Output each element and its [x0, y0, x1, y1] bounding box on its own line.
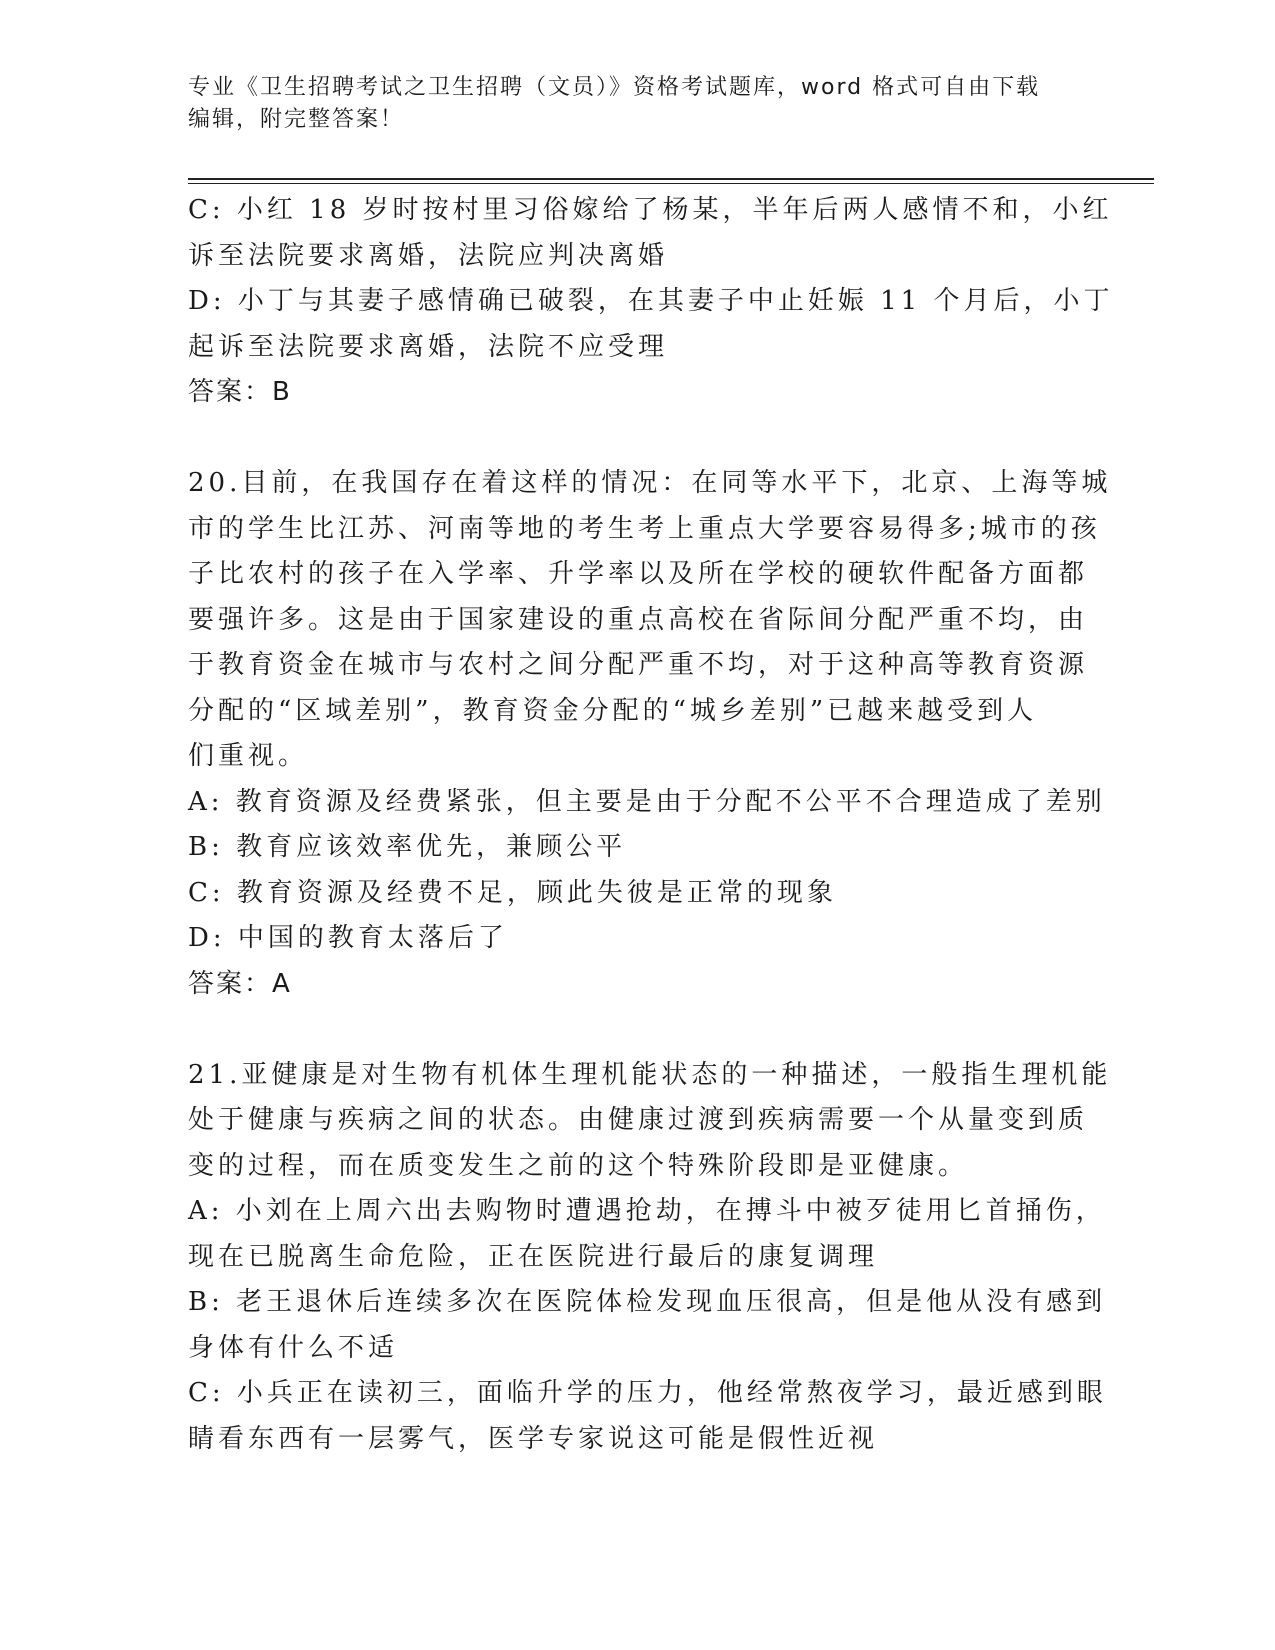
option-c: C: 教育资源及经费不足，顾此失彼是正常的现象 — [188, 877, 837, 908]
option-b: B: 教育应该效率优先，兼顾公平 — [188, 832, 627, 862]
question-21 — [188, 1053, 1112, 1463]
question-19-tail — [188, 188, 1114, 416]
answer-label: 答案：A — [188, 968, 292, 999]
answer-label: 答案：B — [188, 377, 292, 407]
question-stem-line: 子比农村的孩子在入学率、升学率以及所在学校的硬软件配备方面都 — [188, 559, 1089, 589]
question-stem-line: 市的学生比江苏、河南等地的考生考上重点大学要容易得多;城市的孩 — [188, 513, 1101, 544]
header-divider-thick — [188, 178, 1154, 180]
question-stem-line: 要强许多。这是由于国家建设的重点高校在省际间分配严重不均，由 — [188, 604, 1089, 635]
question-spacer — [188, 1007, 1078, 1053]
option-d: D: 中国的教育太落后了 — [188, 923, 508, 953]
page-header — [188, 72, 1068, 136]
option-a: A: 教育资源及经费紧张，但主要是由于分配不公平不合理造成了差别 — [188, 786, 1106, 817]
question-20 — [188, 461, 1112, 1007]
header-line-1: 专业《卫生招聘考试之卫生招聘（文员）》资格考试题库，word 格式可自由下载 — [188, 75, 1041, 100]
option-c-line-2: 诉至法院要求离婚，法院应判决离婚 — [188, 240, 669, 271]
header-line-2: 编辑，附完整答案！ — [188, 107, 405, 132]
option-c-line-1: C: 小红 18 岁时按村里习俗嫁给了杨某，半年后两人感情不和，小红 — [188, 195, 1113, 225]
question-stem-line: 处于健康与疾病之间的状态。由健康过渡到疾病需要一个从量变到质 — [188, 1105, 1089, 1135]
option-c-line-2: 睛看东西有一层雾气，医学专家说这可能是假性近视 — [188, 1423, 879, 1454]
option-a-line-1: A: 小刘在上周六出去购物时遭遇抢劫，在搏斗中被歹徒用匕首捅伤， — [188, 1196, 1106, 1226]
question-stem-line: 21.亚健康是对生物有机体生理机能状态的一种描述，一般指生理机能 — [188, 1059, 1112, 1090]
question-spacer — [188, 416, 1078, 462]
option-b-line-2: 身体有什么不适 — [188, 1332, 399, 1363]
option-c-line-1: C: 小兵正在读初三，面临升学的压力，他经常熬夜学习，最近感到眼 — [188, 1378, 1107, 1408]
option-d-line-2: 起诉至法院要求离婚，法院不应受理 — [188, 331, 669, 362]
question-stem-line: 于教育资金在城市与农村之间分配严重不均，对于这种高等教育资源 — [188, 650, 1089, 680]
question-stem-line: 变的过程，而在质变发生之前的这个特殊阶段即是亚健康。 — [188, 1150, 969, 1181]
header-divider-thin — [188, 183, 1154, 184]
option-a-line-2: 现在已脱离生命危险，正在医院进行最后的康复调理 — [188, 1241, 879, 1272]
document-body — [188, 188, 1114, 1462]
question-stem-line: 20.目前，在我国存在着这样的情况：在同等水平下，北京、上海等城 — [188, 468, 1112, 498]
option-b-line-1: B: 老王退休后连续多次在医院体检发现血压很高，但是他从没有感到 — [188, 1287, 1107, 1317]
question-stem-line: 们重视。 — [188, 741, 309, 771]
question-stem-line: 分配的“区域差别”，教育资金分配的“城乡差别”已越来越受到人 — [188, 695, 1038, 726]
option-d-line-1: D: 小丁与其妻子感情确已破裂，在其妻子中止妊娠 11 个月后，小丁 — [188, 286, 1114, 316]
